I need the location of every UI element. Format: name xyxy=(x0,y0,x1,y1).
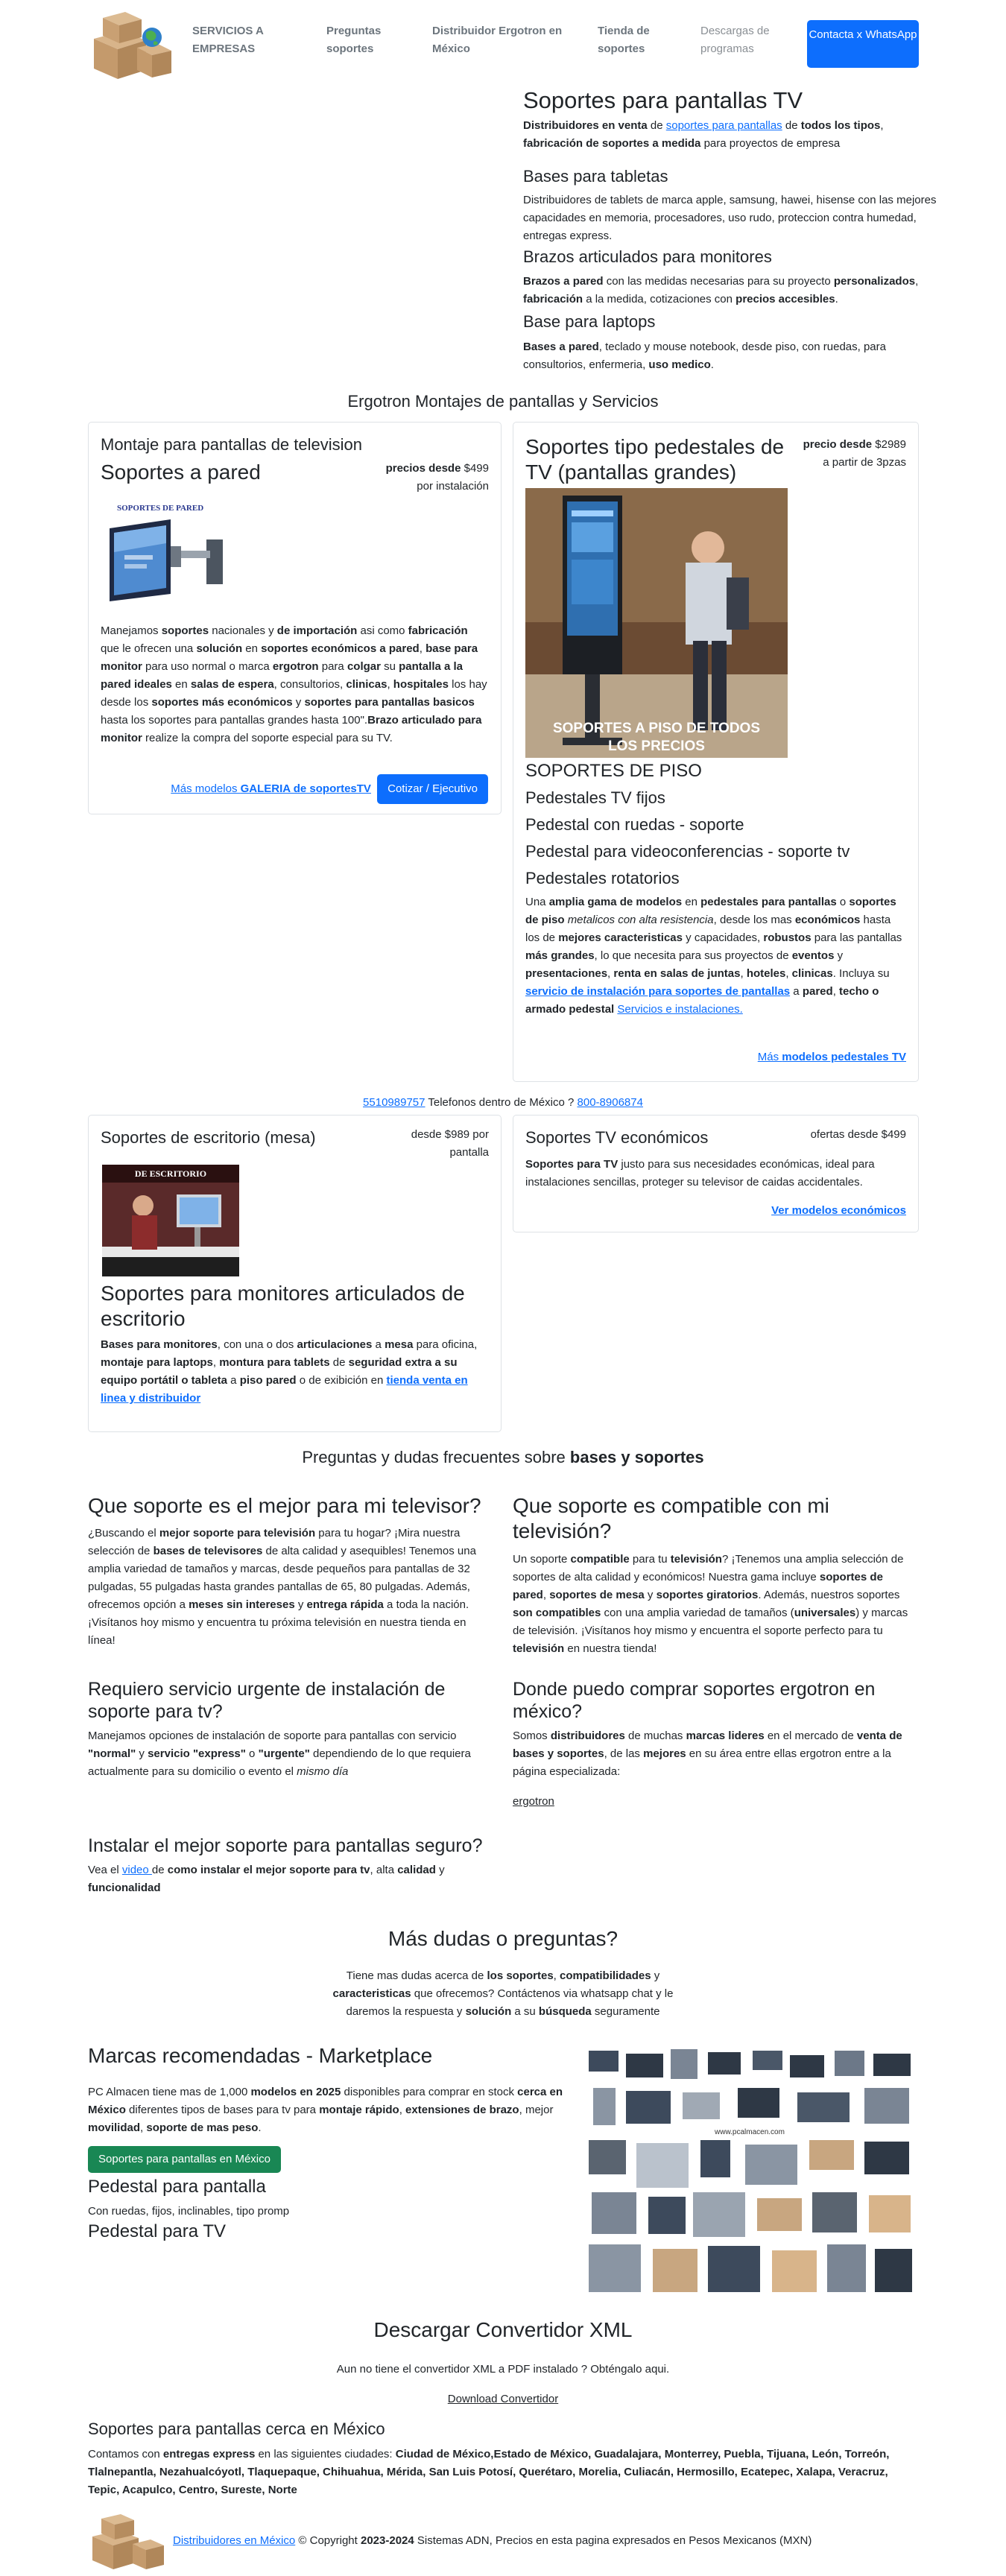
more-questions-title: Más dudas o preguntas? xyxy=(387,1927,619,1950)
more-questions-text: Tiene mas dudas acerca de los soportes, compatibilidades y caracteristicas que ofrecemos? Contáctenos via whatsapp chat y le daremos la respuesta y solución a su búsqueda seguramente xyxy=(332,1969,674,2018)
faq-a4: Somos distribuidores de muchas marcas lideres en el mercado de venta de bases y soportes, de las mejores en su área entre ellas ergotron entre a la página especializada: xyxy=(513,1730,902,1778)
green-soportes-mexico-button[interactable]: Soportes para pantallas en México xyxy=(88,2146,281,2173)
faq-a2: Un soporte compatible para tu televisión? ¡Tenemos una amplia selección de soportes de alta calidad y económicos! Nuestra gama incluye soportes de pared, soportes de mesa y soportes giratorios. Además, nuestros soportes son compatibles con una amplia variedad de tamaños (universales) y marcas de televisión. ¡Visítanos hoy mismo y encuentra el soporte perfecto para tu televisión en nuestra tienda! xyxy=(513,1553,908,1656)
nav-servicios-empresas[interactable]: SERVICIOS A EMPRESAS xyxy=(192,25,264,55)
wall-image-caption: SOPORTES DE PARED xyxy=(117,504,204,513)
faq-a3: Manejamos opciones de instalación de soporte para pantallas con servicio "normal" y servicio "express" o "urgente" dependiendo de lo que requiera actualmente para su domicilio o evento el mismo día xyxy=(88,1730,471,1778)
faq-q2: Que soporte es compatible con mi televisión? xyxy=(513,1494,829,1542)
phone-link-2[interactable]: 800-8906874 xyxy=(577,1096,643,1109)
desk-mount-image[interactable] xyxy=(102,1165,239,1276)
link-video[interactable]: video xyxy=(121,1864,152,1876)
arms-title: Brazos articulados para monitores xyxy=(523,247,772,266)
desk-image-caption: DE ESCRITORIO xyxy=(134,1168,207,1179)
pedestal-tv-title: Pedestal para TV xyxy=(88,2221,227,2241)
nav-distribuidor-ergotron[interactable]: Distribuidor Ergotron en México xyxy=(432,25,563,55)
floor-list-item: SOPORTES DE PISO xyxy=(525,761,702,781)
quote-executive-button[interactable]: Cotizar / Ejecutivo xyxy=(377,774,488,804)
hero-intro: Distribuidores en venta de soportes para pantallas de todos los tipos, fabricación de soportes a medida para proyectos de empresa xyxy=(523,119,884,151)
floor-price: precio desde $2989 a partir de 3pzas xyxy=(803,438,906,469)
link-installation-service[interactable]: servicio de instalación para soportes de pantallas xyxy=(525,985,791,998)
cheap-title: Soportes TV económicos xyxy=(525,1128,709,1147)
laptop-title: Base para laptops xyxy=(523,312,656,332)
wall-description: Manejamos soportes nacionales y de importación asi como fabricación que le ofrecen una solución en soportes económicos a pared, base para monitor para uso normal o marca ergotron para colgar su pantalla a la pared ideales en salas de espera, consultorios, clinicas, hospitales los hay desde los soportes más económicos y soportes para pantallas basicos hasta los soportes para pantallas grandes hasta 100".Brazo articulado para monitor realize la compra del soporte especial para su TV. xyxy=(101,624,487,744)
link-ergotron[interactable]: ergotron xyxy=(513,1795,554,1808)
marketplace-text: PC Almacen tiene mas de 1,000 modelos en 2025 disponibles para comprar en stock cerca en México diferentes tipos de bases para tv para montaje rápido, extensiones de brazo, mejor movilidad, soporte de mas peso. xyxy=(88,2085,563,2134)
faq-a5: Vea el video de como instalar el mejor soporte para tv, alta calidad y funcionalidad xyxy=(88,1864,445,1894)
nav-descargas-programas[interactable]: Descargas de programas xyxy=(700,25,770,55)
wall-price: precios desde $499 por instalación xyxy=(385,462,489,493)
tablets-text: Distribuidores de tablets de marca apple, samsung, hawei, hisense con las mejores capacidades en memoria, procesadores, uso rudo, proteccion contra humedad, entregas express. xyxy=(523,193,937,242)
wall-gallery-link[interactable]: Más modelos GALERIA de soportesTV xyxy=(171,782,371,795)
more-pedestal-models-link[interactable]: Más modelos pedestales TV xyxy=(757,1051,906,1063)
footer-logo-boxes[interactable] xyxy=(88,2511,170,2571)
collage-url: www.pcalmacen.com xyxy=(715,2128,785,2136)
xml-title: Descargar Convertidor XML xyxy=(373,2318,633,2341)
cheap-description: Soportes para TV justo para sus necesidades económicas, ideal para instalaciones sencillas, proteger su televisor de caidas accidentales. xyxy=(525,1158,875,1189)
floor-list-item: Pedestal con ruedas - soporte xyxy=(525,815,744,834)
floor-list-item: Pedestales TV fijos xyxy=(525,788,665,807)
pedestal-text: Con ruedas, fijos, inclinables, tipo promp xyxy=(88,2204,290,2218)
pedestal-title: Pedestal para pantalla xyxy=(88,2176,266,2197)
link-services-installations[interactable]: Servicios e instalaciones. xyxy=(617,1003,743,1016)
link-tienda-en-linea[interactable]: tienda venta en linea y distribuidor xyxy=(101,1374,468,1405)
near-cities-text: Contamos con entregas express en las siguientes ciudades: Ciudad de México,Estado de México, Guadalajara, Monterrey, Puebla, Tijuana, León, Torreón, Tlalnepantla, Nezahualcóyotl, Tlaquepaque, Chihuahua, Mérida, San Luis Potosí, Querétaro, Morelia, Culiacán, Hermosillo, Ecatepec, Xalapa, Veracruz, Tepic, Acapulco, Centro, Sureste, Norte xyxy=(88,2447,890,2496)
floor-title: Soportes tipo pedestales de TV (pantallas grandes) xyxy=(525,435,785,484)
download-converter-link[interactable]: Download Convertidor xyxy=(447,2393,559,2405)
floor-list-item: Pedestal para videoconferencias - soporte tv xyxy=(525,842,850,861)
arms-text: Brazos a pared con las medidas necesarias para su proyecto personalizados, fabricación a la medida, cotizaciones con precios accesibles. xyxy=(523,275,919,306)
faq-q5: Instalar el mejor soporte para pantallas seguro? xyxy=(88,1835,483,1856)
near-title: Soportes para pantallas cerca en México xyxy=(88,2420,385,2438)
faq-q4: Donde puedo comprar soportes ergotron en méxico? xyxy=(513,1679,876,1722)
faq-q3: Requiero servicio urgente de instalación de soporte para tv? xyxy=(88,1679,446,1722)
floor-image-caption-line2: LOS PRECIOS xyxy=(608,738,705,754)
link-soportes-pantallas[interactable]: soportes para pantallas xyxy=(665,119,782,133)
wall-mount-image[interactable] xyxy=(102,499,244,618)
card-desk-mounts xyxy=(88,1115,502,1432)
wall-title: Soportes a pared xyxy=(101,460,261,484)
card-wall-mounts xyxy=(88,422,502,814)
cheap-price: ofertas desde $499 xyxy=(810,1128,906,1141)
desk-price: desde $989 por pantalla xyxy=(411,1128,489,1159)
faq-q1: Que soporte es el mejor para mi televisor? xyxy=(88,1494,481,1517)
marketplace-title: Marcas recomendadas - Marketplace xyxy=(88,2044,433,2067)
desk-description: Bases para monitores, con una o dos articulaciones a mesa para oficina, montaje para laptops, montura para tablets de seguridad extra a su equipo portátil o tableta a piso pared o de exibición en tienda venta en linea y distribuidor xyxy=(101,1338,478,1405)
phones-line: 5510989757 Telefonos dentro de México ? 800-8906874 xyxy=(363,1096,643,1109)
nav-tienda-soportes[interactable]: Tienda de soportes xyxy=(598,25,650,55)
laptop-text: Bases a pared, teclado y mouse notebook, desde piso, con ruedas, para consultorios, enfermeria, uso medico. xyxy=(523,340,886,371)
products-collage-image[interactable] xyxy=(581,2043,918,2299)
floor-image-caption-line1: SOPORTES A PISO DE TODOS xyxy=(552,721,761,736)
cheap-models-link[interactable]: Ver modelos económicos xyxy=(771,1204,906,1217)
faq-a1: ¿Buscando el mejor soporte para televisión para tu hogar? ¡Mira nuestra selección de bases de televisores de alta calidad y asequibles! Tenemos una amplia variedad de tamaños y marcas, desde pequeños para pantallas de 32 pulgadas, 55 pulgadas hasta grandes pantallas de 65, 80 pulgadas. Además, ofrecemos opción a meses sin intereses y entrega rápida a toda la nación. ¡Visítanos hoy mismo y encuentra tu próxima televisión en nuestra tienda en línea! xyxy=(88,1526,476,1647)
whatsapp-contact-button[interactable]: Contacta x WhatsApp xyxy=(807,20,919,68)
card-floor-stands xyxy=(513,422,919,1082)
tablets-title: Bases para tabletas xyxy=(523,167,668,186)
section-title-montajes: Ergotron Montajes de pantallas y Servicios xyxy=(347,392,659,411)
phone-link-1[interactable]: 5510989757 xyxy=(363,1096,426,1109)
floor-stand-image[interactable] xyxy=(525,488,788,758)
hero-title: Soportes para pantallas TV xyxy=(523,87,803,113)
wall-kicker: Montaje para pantallas de television xyxy=(101,435,363,454)
footer-copyright: Distribuidores en México © Copyright 2023-2024 Sistemas ADN, Precios en esta pagina expresados en Pesos Mexicanos (MXN) xyxy=(173,2534,812,2547)
logo-boxes[interactable] xyxy=(88,9,176,80)
xml-text: Aun no tiene el convertidor XML a PDF instalado ? Obténgalo aqui. xyxy=(336,2363,670,2376)
card-cheap-mounts xyxy=(513,1115,919,1232)
footer-distribuidores-link[interactable]: Distribuidores en México xyxy=(173,2534,296,2547)
desk-title: Soportes de escritorio (mesa) xyxy=(101,1128,316,1147)
faq-title: Preguntas y dudas frecuentes sobre bases y soportes xyxy=(302,1448,704,1466)
floor-description: Una amplia gama de modelos en pedestales para pantallas o soportes de piso metalicos con alta resistencia, desde los mas económicos hasta los de mejores caracteristicas y capacidades, robustos para las pantallas más grandes, lo que necesita para sus proyectos de eventos y presentaciones, renta en salas de juntas, hoteles, clinicas. Incluya su servicio de instalación para soportes de pantallas a pared, techo o armado pedestal Servicios e instalaciones. xyxy=(525,896,902,1016)
floor-list-item: Pedestales rotatorios xyxy=(525,869,680,887)
desk-subtitle: Soportes para monitores articulados de escritorio xyxy=(101,1282,465,1330)
nav-preguntas-soportes[interactable]: Preguntas soportes xyxy=(326,25,382,55)
